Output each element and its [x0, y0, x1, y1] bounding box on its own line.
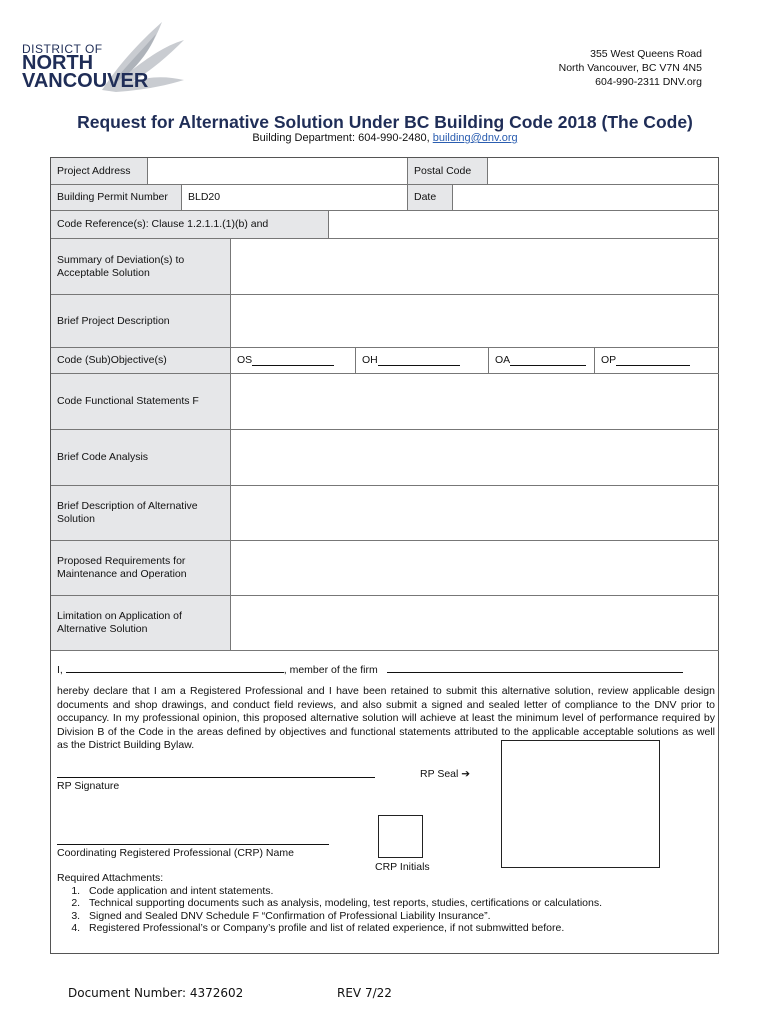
objective-oh-label: OH: [362, 354, 378, 366]
rp-signature-label: RP Signature: [57, 780, 120, 792]
rp-seal-label: [420, 768, 470, 780]
objective-os-label: OS: [237, 354, 253, 366]
objective-op-field[interactable]: [595, 348, 719, 374]
code-objectives-label: Code (Sub)Objective(s): [51, 348, 231, 374]
alt-description-input[interactable]: [231, 486, 719, 541]
limitation-input[interactable]: [231, 596, 719, 651]
crp-name-label: Coordinating Registered Professional (CRP) Name: [57, 847, 294, 859]
document-subtitle: [0, 132, 770, 144]
objective-oa-field[interactable]: [489, 348, 595, 374]
rp-seal-box[interactable]: [501, 740, 660, 868]
declaration-paragraph: hereby declare that I am a Registered Professional and I have been retained to submit this alternative solution, review applicable design documents and shop drawings, and conduct field reviews, and also submit a signed and sealed letter of compliance to the DNV prior to occupancy. In my professional opinion, this proposed alternative solution will achieve at least the minimum level of performance required by Division B of the Code in the areas defined by objectives and functional statements attributed to the applicable acceptable solutions as well as the District Building Bylaw.: [57, 685, 715, 751]
objective-os-blank: [252, 355, 334, 366]
summary-deviation-input[interactable]: [231, 239, 719, 295]
brief-project-label: Brief Project Description: [51, 295, 231, 348]
department-email-link[interactable]: building@dnv.org: [432, 132, 518, 144]
required-attachments: [57, 872, 602, 935]
objective-oa-blank: [510, 355, 586, 366]
declaration-i-label: I,: [57, 664, 63, 676]
summary-deviation-label: Summary of Deviation(s) to Acceptable Solution: [51, 239, 231, 295]
objective-oh-blank: [378, 355, 460, 366]
brief-analysis-input[interactable]: [231, 430, 719, 486]
attachment-item: 1. Code application and intent statements.: [83, 885, 602, 898]
revision-label: REV 7/22: [337, 986, 392, 1000]
declaration-member-label: , member of the firm: [283, 664, 378, 676]
address-street: 355 West Queens Road: [590, 48, 702, 60]
attachment-item: 3. Signed and Sealed DNV Schedule F “Confirmation of Professional Liability Insurance”.: [83, 910, 602, 923]
rp-seal-text: RP Seal: [420, 768, 459, 780]
rp-signature-line[interactable]: [57, 777, 375, 778]
maintenance-input[interactable]: [231, 541, 719, 596]
crp-initials-box[interactable]: [378, 815, 423, 858]
logo-text-district: DISTRICT OF: [22, 42, 103, 56]
objective-op-blank: [616, 355, 690, 366]
objective-op-label: OP: [601, 354, 617, 366]
alternative-solution-form: [50, 157, 719, 954]
maintenance-label: Proposed Requirements for Maintenance and Operation: [51, 541, 231, 596]
office-address: [559, 47, 702, 89]
arrow-right-icon: ➔: [458, 768, 471, 780]
date-label: Date: [408, 185, 453, 211]
attachment-item: 4. Registered Professional’s or Company’s profile and list of related experience, if not submwitted before.: [83, 922, 602, 935]
dnv-logo: [22, 20, 192, 96]
address-contact: 604-990-2311 DNV.org: [595, 76, 702, 88]
brief-analysis-label: Brief Code Analysis: [51, 430, 231, 486]
attachments-list: [83, 885, 602, 935]
document-number: Document Number: 4372602: [68, 986, 244, 1000]
logo-text-north: NORTH: [22, 52, 94, 74]
attachment-item: 2. Technical supporting documents such as analysis, modeling, test reports, studies, certifications or calculations.: [83, 897, 602, 910]
project-address-input[interactable]: [148, 158, 408, 185]
alt-description-label: Brief Description of Alternative Solution: [51, 486, 231, 541]
department-phone: Building Department: 604-990-2480,: [252, 132, 433, 144]
code-reference-input[interactable]: [329, 211, 719, 239]
functional-statements-label: Code Functional Statements F: [51, 374, 231, 430]
project-address-label: Project Address: [51, 158, 148, 185]
declaration-line: [57, 662, 683, 676]
attachments-heading: Required Attachments:: [57, 872, 164, 884]
objective-os-field[interactable]: [231, 348, 356, 374]
date-input[interactable]: [453, 185, 719, 211]
postal-code-input[interactable]: [488, 158, 719, 185]
limitation-label: Limitation on Application of Alternative Solution: [51, 596, 231, 651]
firm-name-field[interactable]: [387, 662, 683, 673]
address-city: North Vancouver, BC V7N 4N5: [558, 62, 702, 74]
objective-oa-label: OA: [495, 354, 511, 366]
rp-name-field[interactable]: [66, 662, 284, 673]
logo-text-vancouver: VANCOUVER: [22, 70, 149, 92]
brief-project-input[interactable]: [231, 295, 719, 348]
crp-name-line[interactable]: [57, 844, 329, 845]
functional-statements-input[interactable]: [231, 374, 719, 430]
permit-number-input[interactable]: BLD20: [182, 185, 408, 211]
postal-code-label: Postal Code: [408, 158, 488, 185]
permit-number-label: Building Permit Number: [51, 185, 182, 211]
crp-initials-label: CRP Initials: [375, 861, 430, 873]
objective-oh-field[interactable]: [356, 348, 489, 374]
document-title: Request for Alternative Solution Under BC Building Code 2018 (The Code): [77, 112, 693, 132]
code-reference-label: Code Reference(s): Clause 1.2.1.1.(1)(b) and: [51, 211, 329, 239]
